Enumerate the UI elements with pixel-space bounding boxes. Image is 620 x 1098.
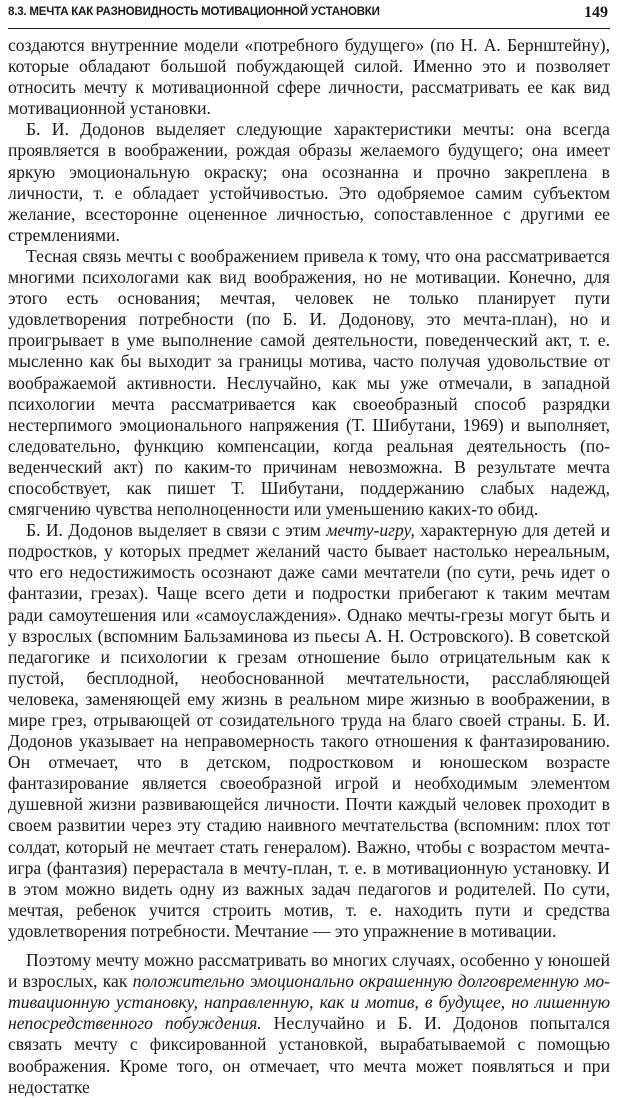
paragraph-4 [8, 520, 610, 942]
paragraph-3: Тесная связь мечты с воображением привела к тому, что она рассматривается многими психологами как вид воображения, но не мотивации. Конечно, для этого есть основания; мечтая, человек не только планирует пути удовлетворения потребности (по Б. И. Додонову, это мечта-план), но и проигрывает в уме выполнение самой деятельности, поведенческий акт, т. е. мысленно как бы выходит за границы мотива, часто получая удовольствие от воображаемой активности. Неслучайно, как мы уже отмечали, в западной психологии мечта рассматривается как своеобразный способ разрядки нестерпимого эмоционального напряжения (Т. Шибутани, 1969) и выполняет, следовательно, функцию компенсации, когда реальная деятельность (поведенческий акт) по каким-то причинам невозможна. В результате мечта способствует, как пишет Т. Шибутани, поддержанию слабых надежд, смягчению чувства неполноценности или уменьшению каких-то обид. [8, 245, 610, 520]
page-number: 149 [584, 4, 608, 21]
paragraph-5-rest: Неслучайно и Б. И. Додонов попытался связать мечту с фиксированной установкой, вырабатываемой с помощью воображения. Кроме того, он отмечает, что мечта может появляться и при недостатке [8, 1013, 610, 1097]
paragraph-5-emphasis: положительно эмоционально окрашенную долговременную мотивационную установку, направленную, как и мотив, в будущее, но лишенную непосредственного побуждения. [8, 971, 610, 1034]
paragraph-4-emphasis: мечту-игру, [326, 520, 415, 541]
running-head: 8.3. МЕЧТА КАК РАЗНОВИДНОСТЬ МОТИВАЦИОННОЙ УСТАНОВКИ [8, 6, 380, 18]
paragraph-2: Б. И. Додонов выделяет следующие характеристики мечты: она всегда проявляется в воображении, рождая образы желаемого будущего; она имеет яркую эмоциональную окраску; она осознанна и прочно закреплена в личности, т. е обладает устойчивостью. Это одобряемое самим субъектом желание, всесторонне оцененное личностью, сопоставленное с другими ее стремлениями. [8, 119, 610, 245]
paragraph-5 [8, 950, 610, 1098]
page-header [8, 4, 610, 29]
paragraph-1: создаются внутренние модели «потребного будущего» (по Н. А. Бернштейну), которые обладают большой побуждающей силой. Именно это и позволяет относить мечту к мотивационной сфере личности, рассматривать ее как вид мотивационной установки. [8, 35, 610, 119]
paragraph-5-lead: Поэтому мечту можно рассматривать во многих случаях, особенно у юношей и взрослых, как [8, 950, 610, 992]
paragraph-4-lead: Б. И. Додонов выделяет в связи с этим [26, 520, 327, 541]
paragraph-4-rest: характерную для детей и подростков, у которых предмет желаний часто бывает настолько нереальным, что его недостижимость осознают даже сами мечтатели (по сути, речь идет о фантазии, грезах). Чаще всего дети и подростки прибегают к таким мечтам ради самоутешения или «самоуслаждения». Однако мечты-грезы могут быть и у взрослых (вспомним Бальзаминова из пьесы А. Н. Островского). В советской педагогике и психологии к грезам отношение было отрицательным как к пустой, бесплодной, необоснованной мечтательности, расслабляющей человека, заменяющей ему жизнь в реальном мире жизнью в воображении, в мире грез, отрывающей от созидательного труда на благо своей страны. Б. И. Додонов указывает на неправомерность такого отношения к фантазированию. Он отмечает, что в детском, подростковом и юношеском возрасте фантазирование является своеобразной игрой и необходимым элементом душевной жизни развивающейся личности. Почти каждый человек проходит в своем развитии через эту стадию наивного мечтательства (вспомним: плох тот солдат, который не мечтает стать генералом). Важно, чтобы с возрастом мечта-игра (фантазия) перерастала в мечту-план, т. е. в мотивационную установку. И в этом можно видеть одну из важных задач педагогов и родителей. По сути, мечтая, ребенок учится строить мотив, т. е. находить пути и средства удовлетворения потребности. Мечтание — это упражнение в мотивации. [8, 520, 611, 941]
body-text [8, 35, 610, 1098]
